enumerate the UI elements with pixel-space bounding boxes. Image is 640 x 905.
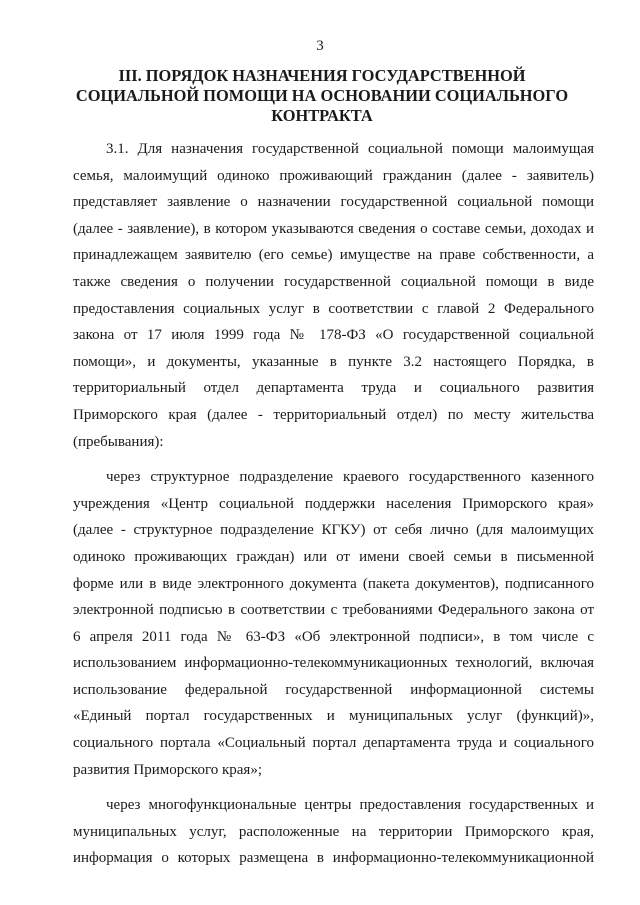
text-line: информация о которых размещена в информационно-телекоммуникационной (73, 850, 594, 867)
text-line: (пребывания): (73, 433, 164, 450)
text-line: помощи», и документы, указанные в пункте 3.2 настоящего Порядка, в (73, 353, 594, 370)
text-line: использованием информационно-телекоммуникационных технологий, включая (73, 655, 594, 672)
text-line: использование федеральной государственной информационной системы (73, 681, 594, 698)
paragraph-kgku (73, 464, 594, 783)
paragraph-3-1 (73, 136, 594, 455)
text-line: 3.1. Для назначения государственной социальной помощи малоимущая (106, 141, 594, 157)
section-heading (60, 66, 584, 126)
text-line: (далее - структурное подразделение КГКУ) от себя лично (для малоимущих (73, 522, 594, 539)
text-line: закона от 17 июля 1999 года № 178-ФЗ «О государственной социальной (73, 327, 594, 344)
text-line: электронной подписью в соответствии с требованиями Федерального закона от (73, 602, 594, 619)
text-line: через многофункциональные центры предоставления государственных и (106, 797, 594, 814)
text-line: социального портала «Социальный портал департамента труда и социального (73, 735, 594, 752)
text-line: «Единый портал государственных и муниципальных услуг (функций)», (73, 708, 594, 725)
heading-line: III. ПОРЯДОК НАЗНАЧЕНИЯ ГОСУДАРСТВЕННОЙ (118, 66, 526, 85)
text-line: форме или в виде электронного документа (пакета документов), подписанного (73, 575, 594, 592)
text-line: муниципальных услуг, расположенные на территории Приморского края, (73, 823, 594, 840)
text-line: Приморского края (далее - территориальный отдел) по месту жительства (73, 406, 594, 423)
text-line: представляет заявление о назначении государственной социальной помощи (73, 194, 594, 211)
text-line: через структурное подразделение краевого государственного казенного (106, 469, 594, 486)
text-line: также сведения о получении государственной социальной помощи в виде (73, 273, 594, 290)
heading-line: КОНТРАКТА (271, 106, 373, 125)
text-line: семья, малоимущий одиноко проживающий гражданин (далее - заявитель) (73, 167, 594, 184)
heading-line: СОЦИАЛЬНОЙ ПОМОЩИ НА ОСНОВАНИИ СОЦИАЛЬНОГО (75, 86, 569, 105)
text-line: одиноко проживающих граждан) или от имени своей семьи в письменной (73, 548, 594, 565)
paragraph-mfc (73, 792, 594, 872)
page-number: 3 (316, 38, 324, 54)
document-body (73, 136, 594, 881)
text-line: развития Приморского края»; (73, 761, 263, 778)
text-line: 6 апреля 2011 года № 63-ФЗ «Об электронной подписи», в том числе с (73, 628, 594, 645)
text-line: предоставления социальных услуг в соответствии с главой 2 Федерального (73, 300, 594, 317)
text-line: принадлежащем заявителю (его семье) имуществе на праве собственности, а (73, 247, 594, 264)
text-line: (далее - заявление), в котором указываются сведения о составе семьи, доходах и (73, 220, 594, 237)
text-line: учреждения «Центр социальной поддержки населения Приморского края» (73, 495, 594, 512)
text-line: территориальный отдел департамента труда и социального развития (73, 380, 594, 397)
